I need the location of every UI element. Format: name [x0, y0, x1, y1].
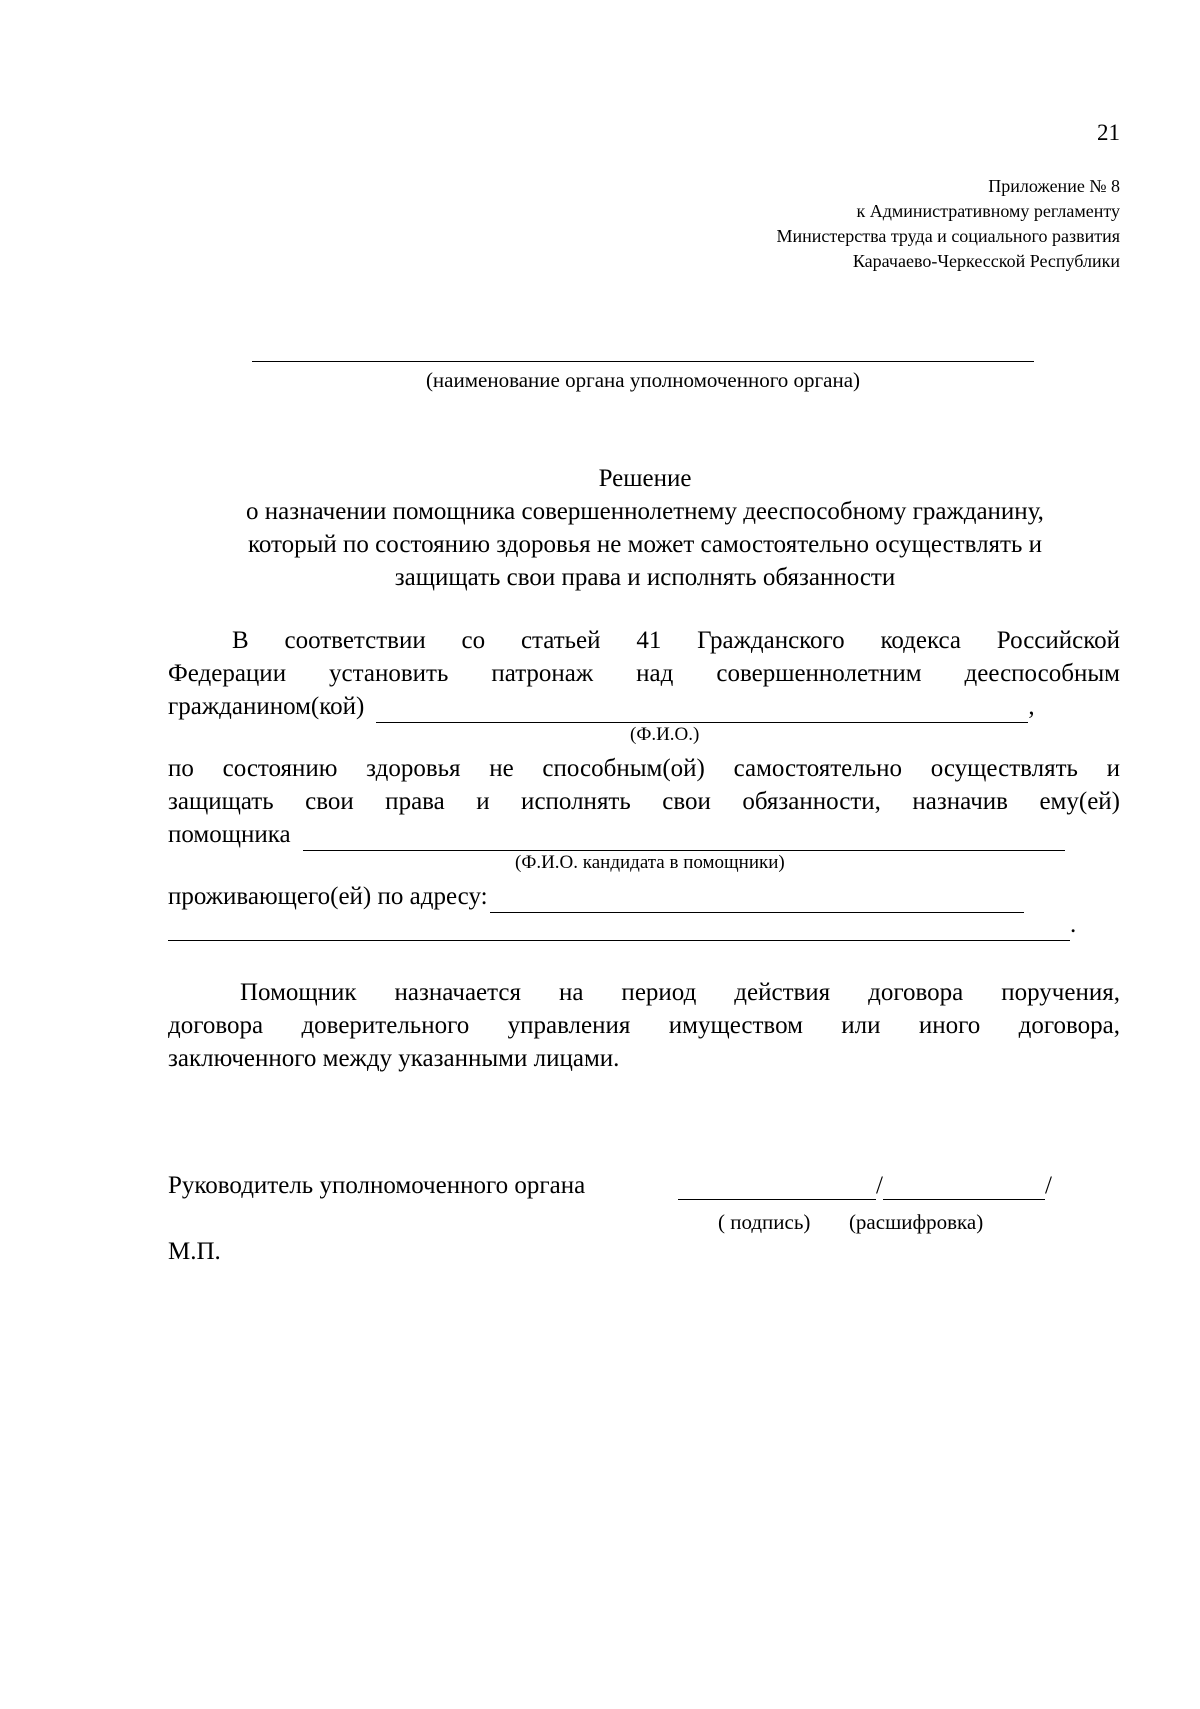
title-line-2: который по состоянию здоровья не может самостоятельно осуществлять и: [247, 531, 1043, 558]
document-title: [120, 462, 1170, 594]
assistant-fio-blank[interactable]: [303, 824, 1065, 851]
citizen-label: гражданином(кой): [168, 693, 365, 720]
title-heading: Решение: [598, 465, 692, 492]
paragraph-1-line-2: Федерации установить патронаж над совершеннолетним дееспособным: [168, 660, 1120, 687]
address-label: проживающего(ей) по адресу:: [168, 883, 488, 910]
paragraph-1-line-1: В соответствии со статьей 41 Гражданского кодекса Российской: [232, 627, 1120, 654]
appendix-regulation: к Административному регламенту: [856, 201, 1120, 221]
paragraph-2-line-2: договора доверительного управления имуществом или иного договора,: [168, 1012, 1120, 1039]
page-number: 21: [1097, 120, 1120, 145]
decoding-blank[interactable]: [883, 1173, 1045, 1200]
paragraph-1-line-4: по состоянию здоровья не способным(ой) самостоятельно осуществлять и: [168, 755, 1120, 782]
appendix-republic: Карачаево-Черкесской Республики: [852, 251, 1120, 271]
org-name-blank[interactable]: [252, 361, 1034, 362]
citizen-fio-row: [168, 690, 1035, 723]
fio-caption: (Ф.И.О.): [630, 724, 700, 745]
appendix-ministry: Министерства труда и социального развития: [776, 226, 1120, 246]
signature-fields: [678, 1172, 1052, 1200]
address-blank-2[interactable]: [168, 914, 1070, 941]
paragraph-2-line-3: заключенного между указанными лицами.: [168, 1045, 620, 1072]
decoding-caption: (расшифровка): [848, 1210, 984, 1234]
signature-caption: ( подпись): [718, 1210, 811, 1234]
address-period: .: [1070, 911, 1077, 938]
appendix-number: Приложение № 8: [988, 176, 1120, 196]
appendix-header: [776, 174, 1120, 274]
assistant-fio-row: [168, 818, 1065, 851]
assistant-label: помощника: [168, 821, 291, 848]
address-row-2: [168, 908, 1076, 941]
signature-slash-2: /: [1044, 1172, 1052, 1199]
signature-blank[interactable]: [678, 1173, 876, 1200]
citizen-fio-blank[interactable]: [376, 696, 1028, 723]
title-line-3: защищать свои права и исполнять обязанности: [394, 564, 896, 591]
org-name-caption: (наименование органа уполномоченного органа): [425, 368, 861, 392]
paragraph-2-line-1: Помощник назначается на период действия договора поручения,: [240, 979, 1120, 1006]
title-line-1: о назначении помощника совершеннолетнему дееспособному гражданину,: [246, 498, 1044, 525]
stamp-place: М.П.: [168, 1238, 221, 1265]
candidate-caption: (Ф.И.О. кандидата в помощники): [515, 852, 785, 873]
head-of-authority-label: Руководитель уполномоченного органа: [168, 1172, 586, 1199]
paragraph-1-line-5: защищать свои права и исполнять свои обязанности, назначив ему(ей): [168, 788, 1120, 815]
signature-captions: [718, 1210, 983, 1235]
signature-slash-1: /: [876, 1172, 883, 1199]
citizen-comma: ,: [1028, 693, 1035, 720]
